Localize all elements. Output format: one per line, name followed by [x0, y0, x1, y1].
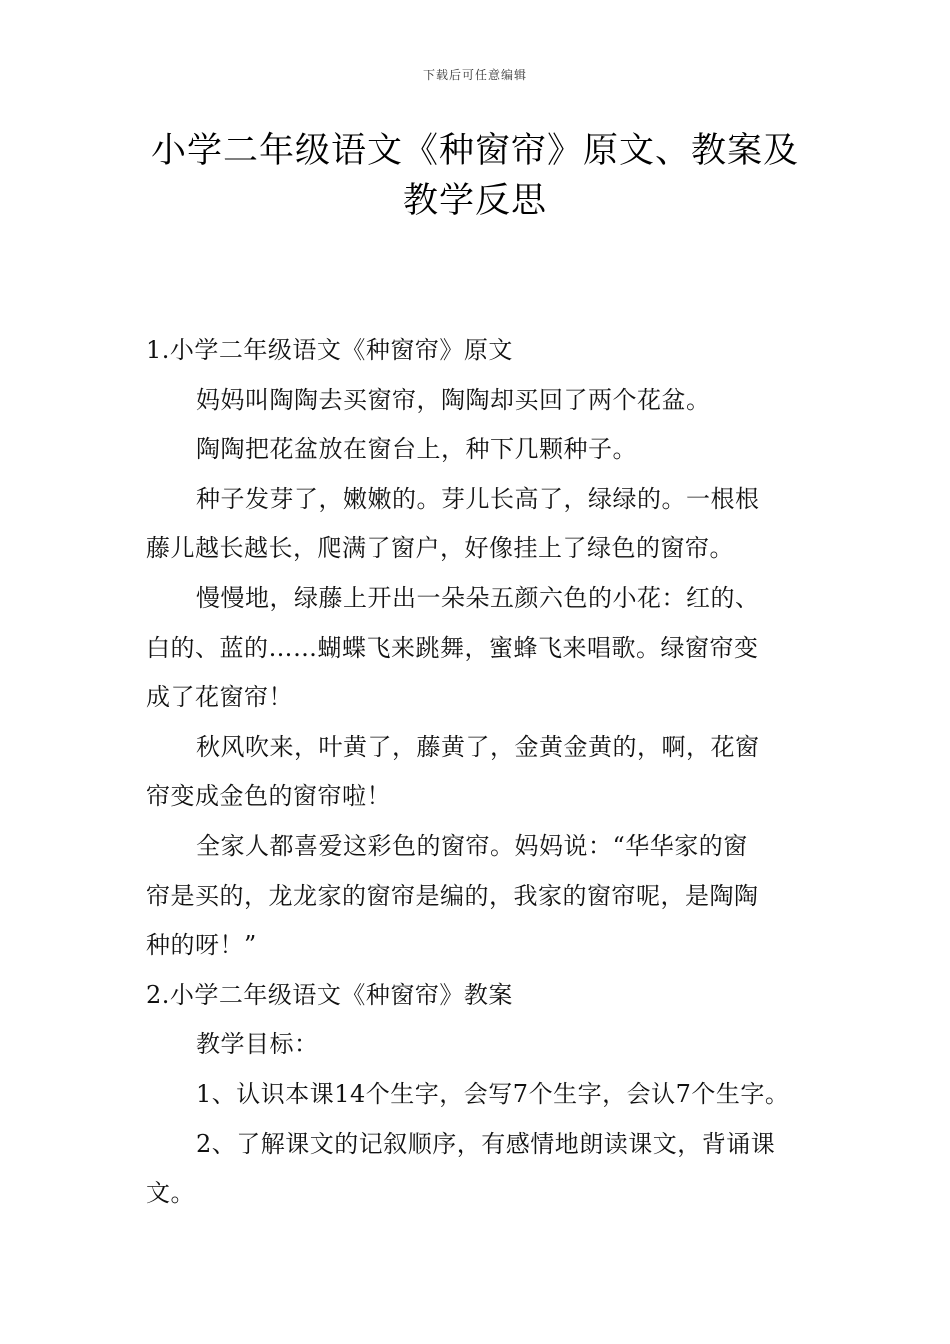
body-line: 妈妈叫陶陶去买窗帘，陶陶却买回了两个花盆。: [196, 385, 711, 414]
body-line: 2.小学二年级语文《种窗帘》教案: [146, 980, 513, 1009]
document-title: [0, 126, 950, 226]
header-note: 下载后可任意编辑: [422, 68, 527, 82]
body-line: 帘是买的，龙龙家的窗帘是编的，我家的窗帘呢，是陶陶: [146, 881, 759, 910]
body-line: 藤儿越长越长，爬满了窗户，好像挂上了绿色的窗帘。: [146, 534, 734, 563]
body-line: 成了花窗帘！: [146, 683, 293, 712]
document-body: [146, 326, 826, 1219]
title-line-2: 教学反思: [402, 181, 547, 221]
body-line: 1、认识本课14个生字，会写7个生字，会认7个生字。: [196, 1079, 790, 1108]
body-line: 教学目标：: [196, 1030, 319, 1059]
body-line: 种子发芽了，嫩嫩的。芽儿长高了，绿绿的。一根根: [196, 484, 760, 513]
body-line: 帘变成金色的窗帘啦！: [146, 782, 391, 811]
body-line: 全家人都喜爱这彩色的窗帘。妈妈说：“华华家的窗: [196, 831, 748, 860]
body-line: 白的、蓝的……蝴蝶飞来跳舞，蜜蜂飞来唱歌。绿窗帘变: [146, 633, 759, 662]
body-line: 慢慢地，绿藤上开出一朵朵五颜六色的小花：红的、: [196, 583, 760, 612]
body-line: 陶陶把花盆放在窗台上，种下几颗种子。: [196, 435, 637, 464]
title-line-1: 小学二年级语文《种窗帘》原文、教案及: [150, 131, 799, 171]
body-line: 1.小学二年级语文《种窗帘》原文: [146, 336, 513, 364]
body-line: 2、了解课文的记叙顺序，有感情地朗读课文，背诵课: [196, 1129, 776, 1158]
body-line: 文。: [146, 1179, 195, 1208]
body-line: 秋风吹来，叶黄了，藤黄了，金黄金黄的，啊，花窗: [196, 732, 760, 761]
body-line: 种的呀！”: [146, 931, 257, 960]
